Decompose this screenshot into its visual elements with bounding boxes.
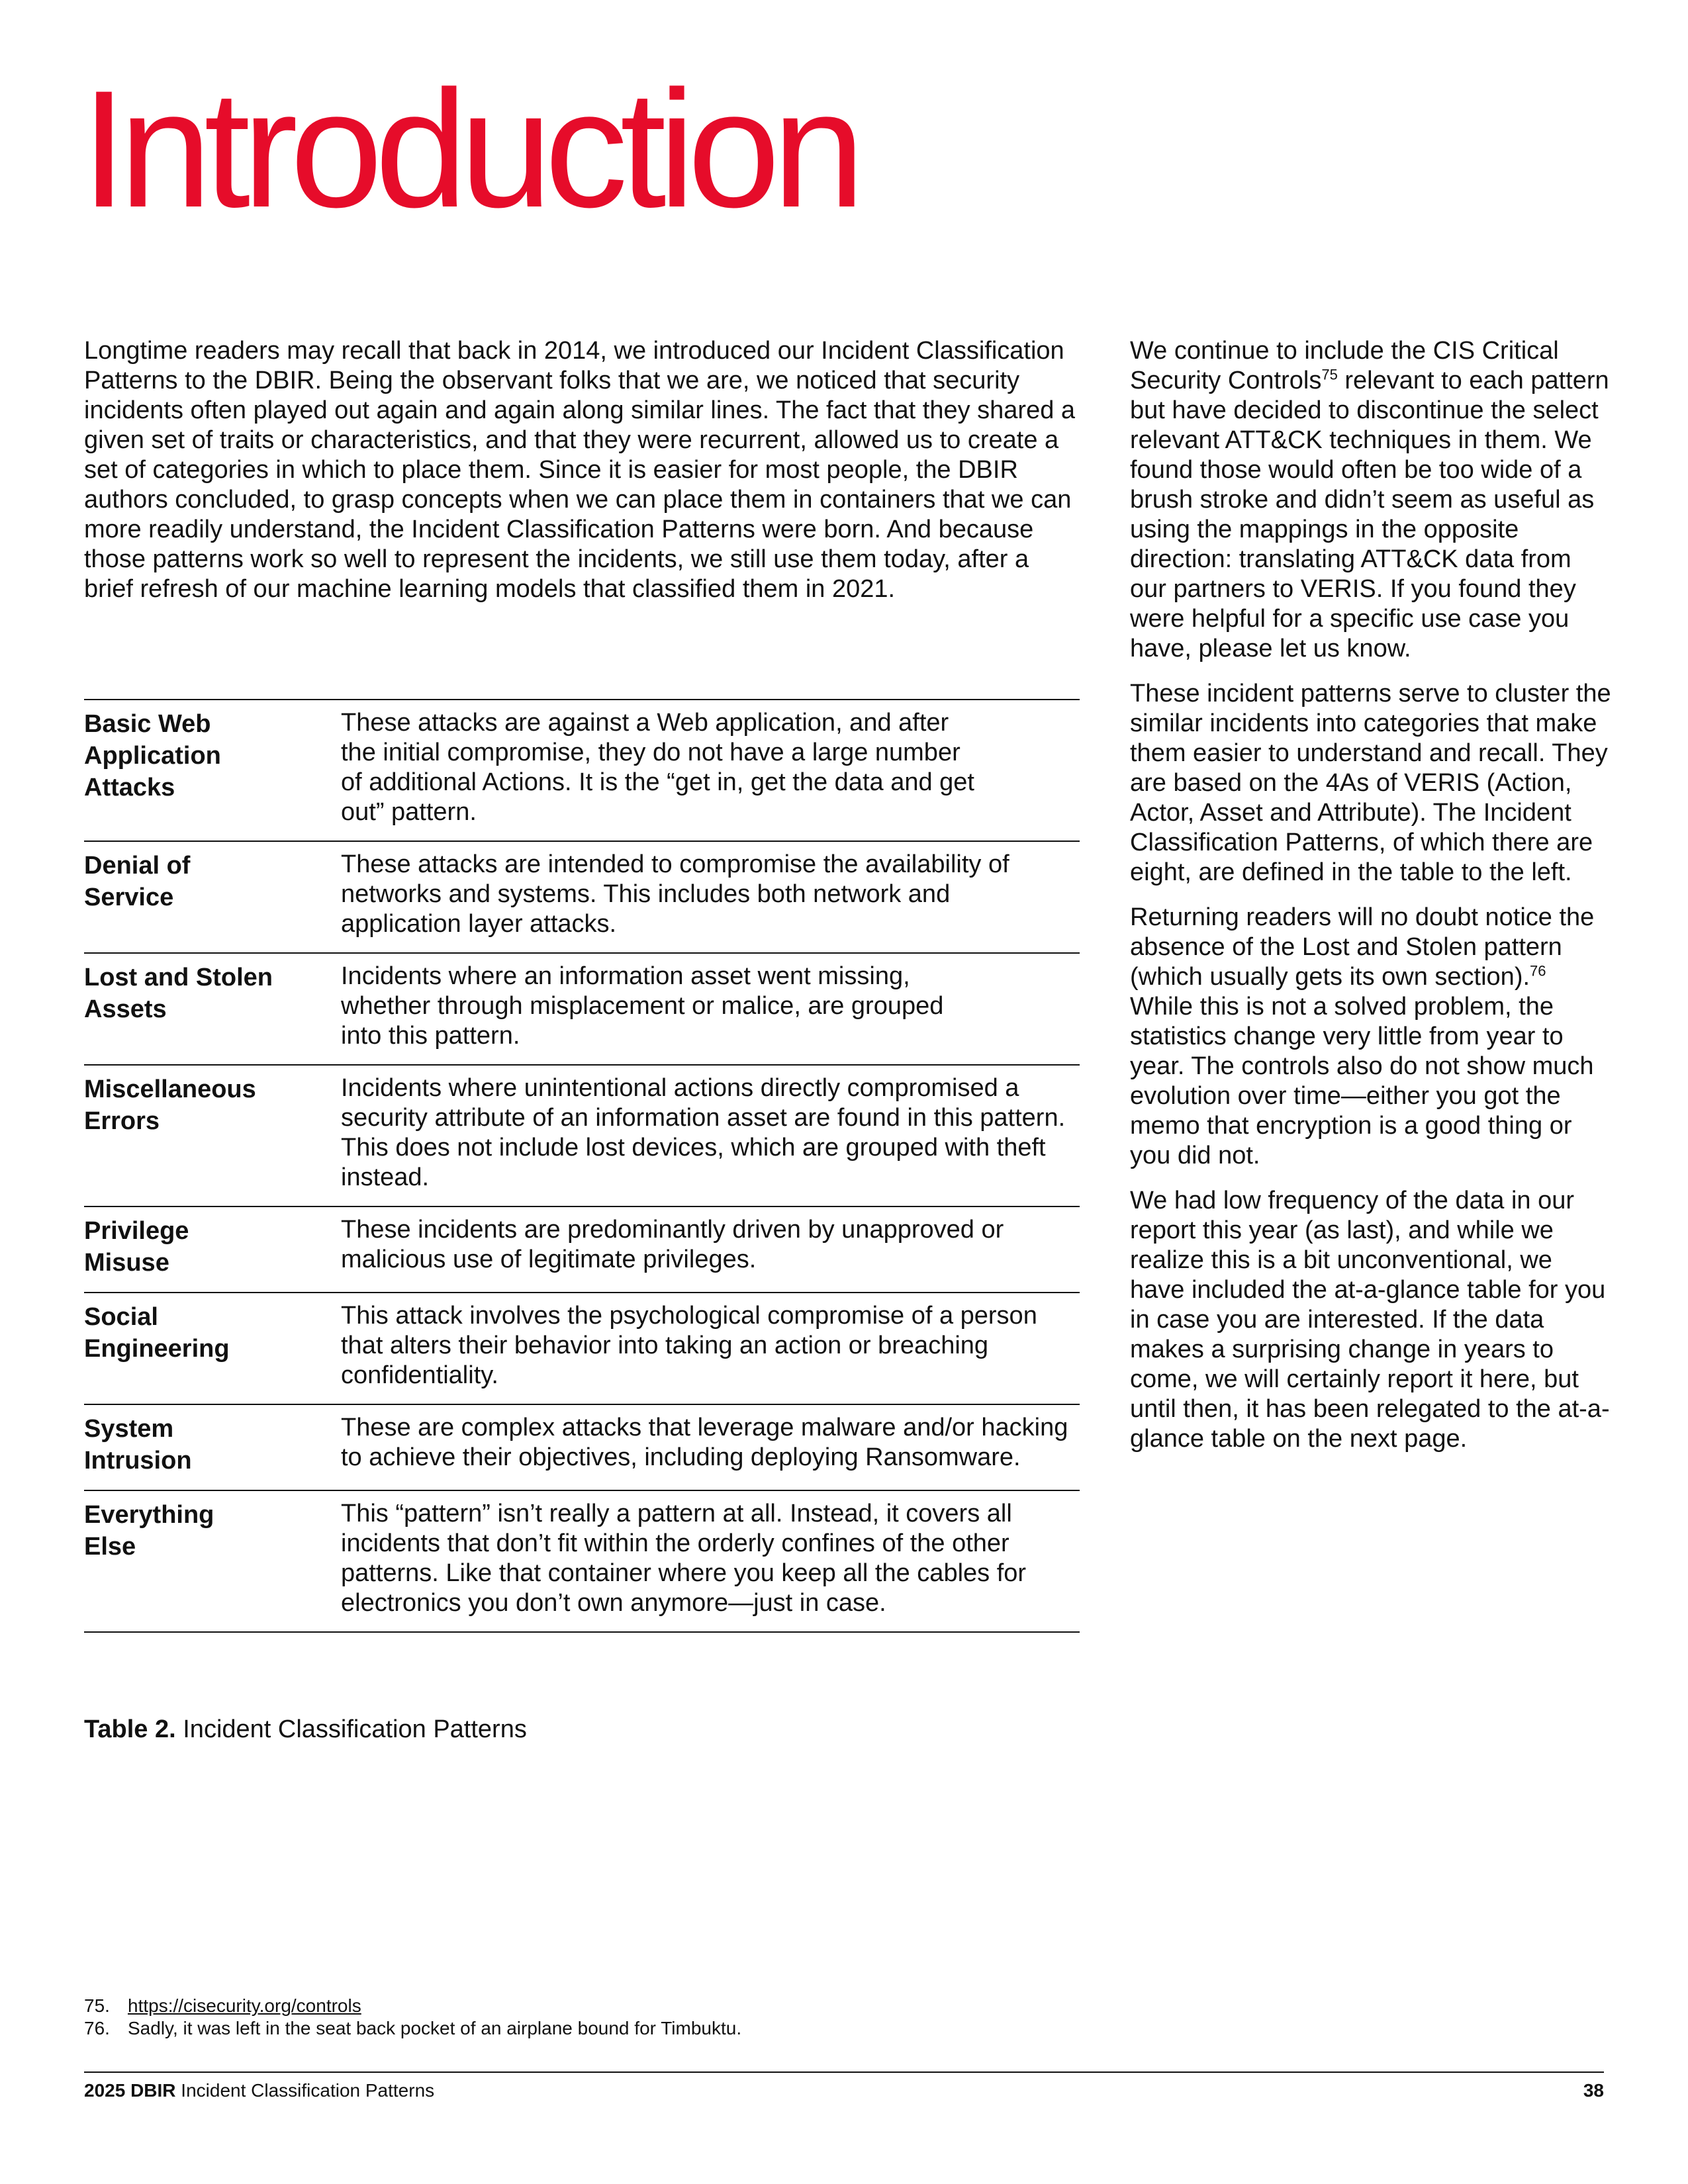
table-caption-text: Incident Classification Patterns [183,1715,527,1743]
pattern-name: System Intrusion [84,1415,192,1475]
pattern-description: These are complex attacks that leverage malware and/or hacking to achieve their objectives, including deploying Ransomware. [341,1414,1068,1471]
footnote [84,1995,741,2017]
footnote-number: 75. [84,1995,110,2016]
footer-section-name: Incident Classification Patterns [181,2080,435,2101]
pattern-description: Incidents where an information asset went missing, whether through misplacement or malice, are grouped into this pattern. [341,962,944,1050]
pattern-description: This “pattern” isn’t really a pattern at all. Instead, it covers all incidents that don’t fit within the orderly confines of the other patterns. Like that container where you keep all the cables for electronics you don’t own anymore—just in case. [341,1500,1027,1617]
right-paragraph-text: While this is not a solved problem, the statistics change very little from year to year. The controls also do not show much evolution over time—either you got the memo that encryption is a good thing or you did not. [1130,993,1594,1169]
pattern-description: These attacks are intended to compromise the availability of networks and systems. This includes both network and application layer attacks. [341,850,1009,938]
pattern-description: This attack involves the psychological compromise of a person that alters their behavior into taking an action or breaching confidentiality. [341,1302,1037,1389]
pattern-name: Everything Else [84,1501,214,1561]
footnote [84,2017,741,2040]
table-row [84,842,1080,954]
table-row [84,1066,1080,1207]
table-row [84,1207,1080,1293]
table-caption-label: Table 2. [84,1715,176,1743]
footnote-ref-75: 75 [1321,366,1338,383]
pattern-name: Lost and Stolen Assets [84,964,273,1023]
table-row [84,700,1080,842]
footnote-link[interactable]: https://cisecurity.org/controls [128,1995,361,2016]
page-number: 38 [1583,2080,1604,2101]
page-title: Introduction [81,56,857,242]
pattern-name: Basic Web Application Attacks [84,710,221,801]
footnote-text: Sadly, it was left in the seat back pocket of an airplane bound for Timbuktu. [128,2018,742,2038]
right-paragraph [1130,336,1613,664]
table-row [84,1491,1080,1633]
table-row [84,1293,1080,1405]
pattern-name: Social Engineering [84,1303,230,1363]
footnote-ref-76: 76 [1530,962,1546,979]
pattern-description: Incidents where unintentional actions directly compromised a security attribute of an information asset are found in this pattern. This does not include lost devices, which are grouped with theft instead. [341,1074,1066,1191]
table-row [84,954,1080,1066]
right-paragraph: These incident patterns serve to cluster the similar incidents into categories that make them easier to understand and recall. They are based on the 4As of VERIS (Action, Actor, Asset and Attribute). The Incident Classification Patterns, of which there are eight, are defined in the table to the left. [1130,680,1611,886]
right-paragraph: We had low frequency of the data in our report this year (as last), and while we realize this is a bit unconventional, we have included the at-a-glance table for you in case you are interested. If the data makes a surprising change in years to come, we will certainly report it here, but until then, it has been relegated to the at-a-glance table on the next page. [1130,1187,1610,1453]
intro-paragraph: Longtime readers may recall that back in 2014, we introduced our Incident Classification Patterns to the DBIR. Being the observant folks that we are, we noticed that security incidents often played out again and again along similar lines. The fact that they shared a given set of traits or characteristics, and that they were recurrent, allowed us to create a set of categories in which to place them. Since it is easier for most people, the DBIR authors concluded, to grasp concepts when we can place them in containers that we can more readily understand, the Incident Classification Patterns were born. And because those patterns work so well to represent the incidents, we still use them today, after a brief refresh of our machine learning models that classified them in 2021. [84,337,1076,603]
footer-divider [84,2071,1604,2073]
footer-title [84,2079,434,2102]
right-paragraph [1130,903,1613,1171]
intro-section [84,336,1077,604]
table-row [84,1405,1080,1491]
footnote-number: 76. [84,2018,110,2038]
pattern-table [84,699,1080,1633]
pattern-description: These attacks are against a Web application, and after the initial compromise, they do not have a large number of additional Actions. It is the “get in, get the data and get out” pattern. [341,709,974,826]
right-paragraph-text: relevant to each pattern but have decided to discontinue the select relevant ATT&CK techniques in them. We found those would often be too wide of a brush stroke and didn’t seem as useful as using the mappings in the opposite direction: translating ATT&CK data from our partners to VERIS. If you found they were helpful for a specific use case you have, please let us know. [1130,367,1609,662]
right-paragraph-text: Returning readers will no doubt notice the absence of the Lost and Stolen pattern (which usually gets its own section). [1130,903,1595,991]
right-column [1130,336,1613,1469]
pattern-name: Privilege Misuse [84,1217,189,1277]
table-caption [84,1714,527,1745]
right-paragraph-text: We continue to include the CIS Critical Security Controls [1130,337,1559,394]
footer-report-name: 2025 DBIR [84,2080,176,2101]
footnotes [84,1995,741,2040]
pattern-name: Miscellaneous Errors [84,1075,256,1135]
pattern-name: Denial of Service [84,852,191,911]
pattern-description: These incidents are predominantly driven by unapproved or malicious use of legitimate privileges. [341,1216,1004,1273]
